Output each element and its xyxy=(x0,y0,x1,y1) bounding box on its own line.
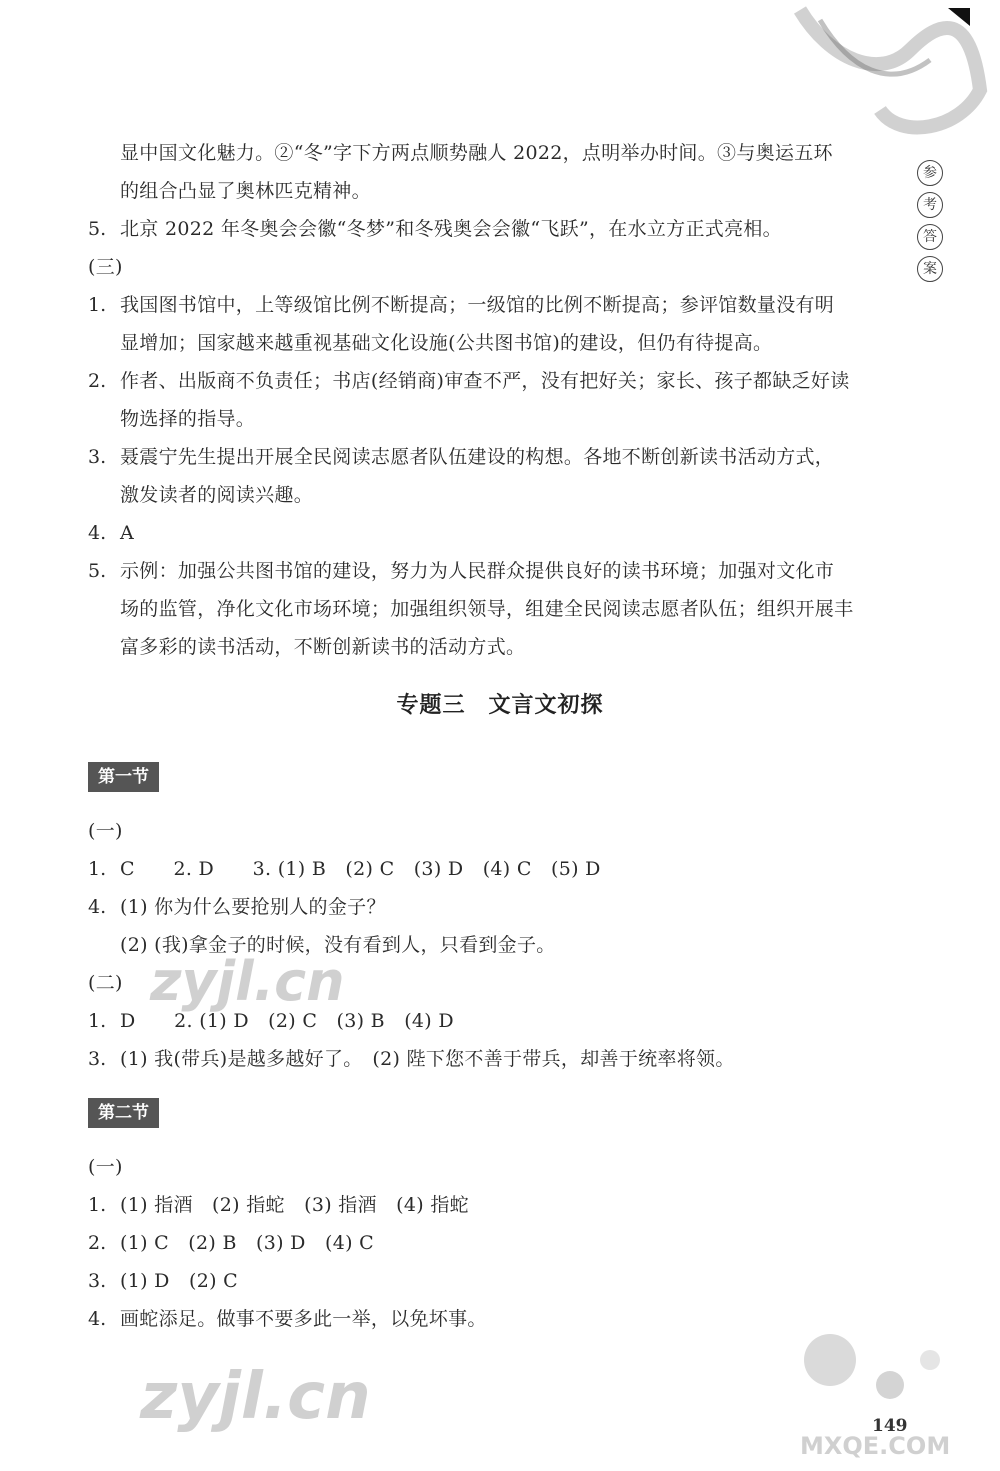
text-line: 富多彩的读书活动，不断创新读书的活动方式。 xyxy=(120,636,526,658)
item-number: 1. xyxy=(88,1010,107,1032)
text-line: 场的监管，净化文化市场环境；加强组织领导，组建全民阅读志愿者队伍；组织开展丰 xyxy=(120,598,854,620)
topic-heading: 专题三 文言文初探 xyxy=(396,693,604,718)
item-number: 1. xyxy=(88,858,107,880)
text-line: (1) 我(带兵)是越多越好了。 (2) 陛下您不善于带兵，却善于统率将领。 xyxy=(120,1048,735,1070)
item-number: 2. xyxy=(88,370,107,392)
text-line: 北京 2022 年冬奥会会徽“冬梦”和冬残奥会会徽“飞跃”，在水立方正式亮相。 xyxy=(120,218,782,240)
item-number: 2. xyxy=(88,1232,107,1254)
swirl-decoration-icon xyxy=(790,0,990,150)
text-line: D 2. (1) D (2) C (3) B (4) D xyxy=(120,1010,454,1032)
section-label: (三) xyxy=(88,256,123,278)
text-line: 我国图书馆中，上等级馆比例不断提高；一级馆的比例不断提高；参评馆数量没有明 xyxy=(120,294,835,316)
item-number: 4. xyxy=(88,896,107,918)
item-number: 5. xyxy=(88,560,107,582)
text-line: (1) C (2) B (3) D (4) C xyxy=(120,1232,374,1254)
text-line: 激发读者的阅读兴趣。 xyxy=(120,484,314,506)
watermark: zyjl.cn xyxy=(150,950,345,1013)
section-label: (一) xyxy=(88,1156,123,1178)
page-number: 149 xyxy=(872,1416,908,1436)
text-line: A xyxy=(120,522,135,544)
item-number: 3. xyxy=(88,446,107,468)
side-tab-char: 案 xyxy=(917,256,943,282)
text-line: 物选择的指导。 xyxy=(120,408,256,430)
side-tab-char: 答 xyxy=(917,224,943,250)
text-line: 显中国文化魅力。②“冬”字下方两点顺势融人 2022，点明举办时间。③与奥运五环 xyxy=(120,142,833,164)
text-line: 示例：加强公共图书馆的建设，努力为人民群众提供良好的读书环境；加强对文化市 xyxy=(120,560,835,582)
watermark: MXQE.COM xyxy=(800,1432,951,1460)
item-number: 1. xyxy=(88,294,107,316)
side-tab-answers xyxy=(913,160,947,282)
text-line: 画蛇添足。做事不要多此一举，以免坏事。 xyxy=(120,1308,487,1330)
text-line: 聂震宁先生提出开展全民阅读志愿者队伍建设的构想。各地不断创新读书活动方式， xyxy=(120,446,835,468)
item-number: 3. xyxy=(88,1048,107,1070)
item-number: 4. xyxy=(88,1308,107,1330)
text-line: (1) 你为什么要抢别人的金子？ xyxy=(120,896,386,918)
text-line: (1) 指酒 (2) 指蛇 (3) 指酒 (4) 指蛇 xyxy=(120,1194,469,1216)
item-number: 1. xyxy=(88,1194,107,1216)
side-tab-char: 参 xyxy=(917,160,943,186)
watermark: zyjl.cn xyxy=(140,1360,371,1434)
item-number: 5. xyxy=(88,218,107,240)
side-tab-char: 考 xyxy=(917,192,943,218)
section-badge: 第二节 xyxy=(88,1098,159,1128)
section-label: (二) xyxy=(88,972,123,994)
text-line: (2) (我)拿金子的时候，没有看到人，只看到金子。 xyxy=(120,934,556,956)
text-line: C 2. D 3. (1) B (2) C (3) D (4) C (5) D xyxy=(120,858,601,880)
text-line: 的组合凸显了奥林匹克精神。 xyxy=(120,180,371,202)
item-number: 3. xyxy=(88,1270,107,1292)
text-line: 显增加；国家越来越重视基础文化设施(公共图书馆)的建设，但仍有待提高。 xyxy=(120,332,773,354)
text-line: 作者、出版商不负责任；书店(经销商)审查不严，没有把好关；家长、孩子都缺乏好读 xyxy=(120,370,850,392)
section-label: (一) xyxy=(88,820,123,842)
dots-decoration-icon xyxy=(790,1330,970,1430)
text-line: (1) D (2) C xyxy=(120,1270,238,1292)
section-badge: 第一节 xyxy=(88,762,159,792)
item-number: 4. xyxy=(88,522,107,544)
